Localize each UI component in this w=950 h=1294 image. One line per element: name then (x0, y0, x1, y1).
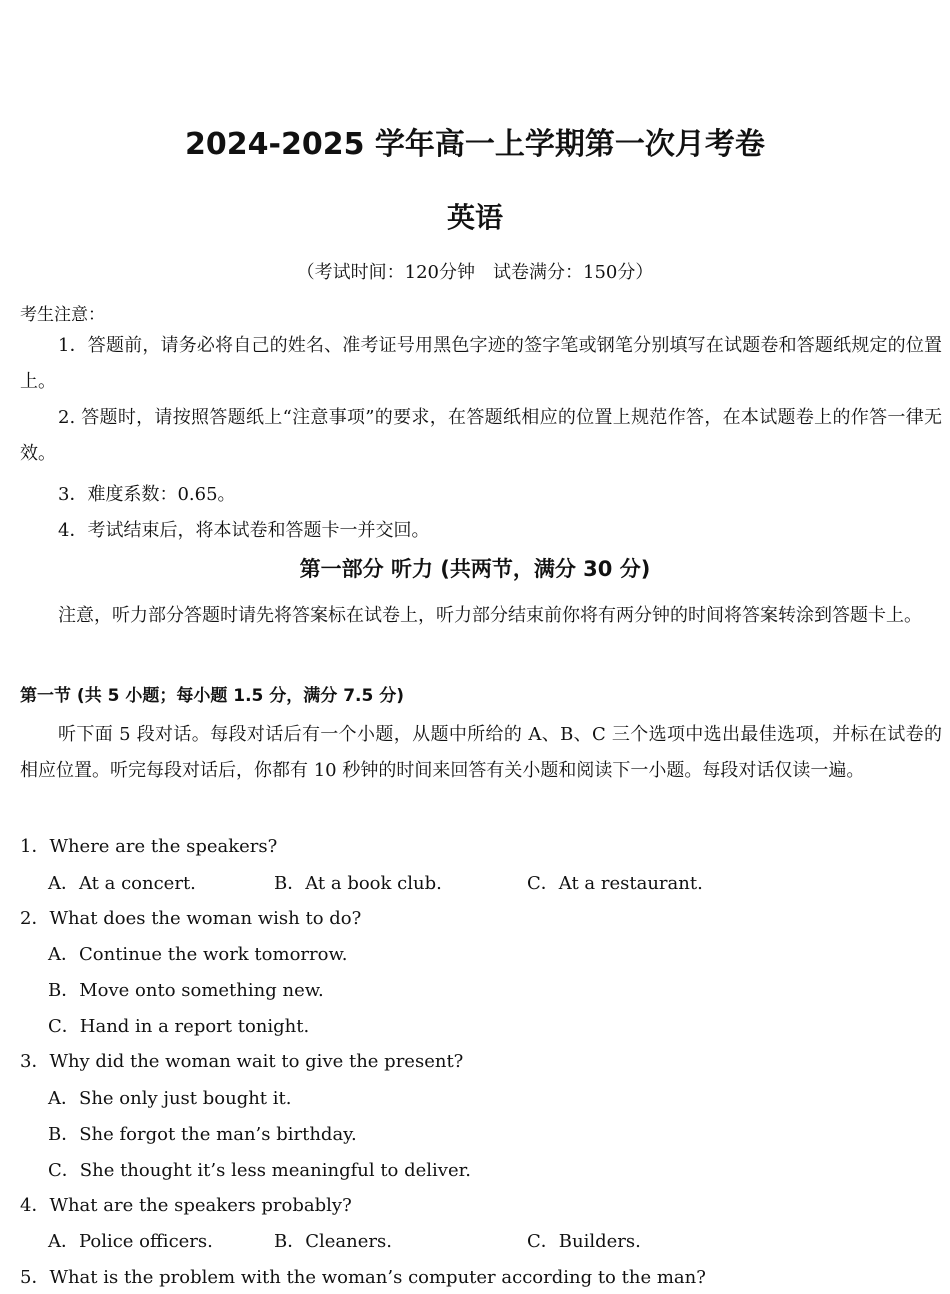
question-3-option-a: A．She only just bought it. (48, 1088, 292, 1109)
question-4-option-a: A．Police officers. (48, 1231, 213, 1252)
part1-note: 注意，听力部分答题时请先将答案标在试卷上，听力部分结束前你将有两分钟的时间将答案转涂到答题卡上。 (58, 605, 922, 626)
question-4-option-c: C．Builders. (527, 1231, 641, 1252)
notice-item-1: 1．答题前，请务必将自己的姓名、准考证号用黑色字迹的签字笔或钢笔分别填写在试题卷和答题纸规定的位置上。 (20, 335, 942, 392)
notice-item-3: 3．难度系数：0.65。 (58, 484, 236, 505)
exam-info: （考试时间：120分钟 试卷满分：150分） (296, 262, 654, 283)
section1-heading: 第一节 (共 5 小题；每小题 1.5 分，满分 7.5 分) (20, 686, 405, 706)
question-1-option-a: A．At a concert. (48, 873, 196, 894)
notice-heading: 考生注意： (20, 305, 105, 325)
question-3-stem: 3．Why did the woman wait to give the present? (20, 1051, 464, 1072)
question-4-stem: 4．What are the speakers probably? (20, 1195, 352, 1216)
section1-instructions: 听下面 5 段对话。每段对话后有一个小题，从题中所给的 A、B、C 三个选项中选出最佳选项，并标在试卷的相应位置。听完每段对话后，你都有 10 秒钟的时间来回答有关小题和阅读下一小题。每段对话仅读一遍。 (20, 724, 942, 781)
question-5-stem: 5．What is the problem with the woman’s computer according to the man? (20, 1267, 706, 1288)
question-2-stem: 2．What does the woman wish to do? (20, 908, 362, 929)
question-2-option-c: C．Hand in a report tonight. (48, 1016, 310, 1037)
question-3-option-b: B．She forgot the man’s birthday. (48, 1124, 357, 1145)
question-1-option-c: C．At a restaurant. (527, 873, 703, 894)
subject-title: 英语 (446, 201, 503, 234)
notice-item-2: 2. 答题时，请按照答题纸上“注意事项”的要求，在答题纸相应的位置上规范作答，在本试题卷上的作答一律无效。 (20, 407, 942, 464)
notice-item-4: 4．考试结束后，将本试卷和答题卡一并交回。 (58, 520, 430, 541)
exam-title: 2024-2025 学年高一上学期第一次月考卷 (185, 127, 765, 162)
question-2-option-a: A．Continue the work tomorrow. (48, 944, 348, 965)
part1-heading: 第一部分 听力 (共两节，满分 30 分) (299, 557, 651, 581)
question-2-option-b: B．Move onto something new. (48, 980, 324, 1001)
question-1-stem: 1．Where are the speakers? (20, 836, 278, 857)
question-1-option-b: B．At a book club. (274, 873, 442, 894)
question-3-option-c: C．She thought it’s less meaningful to deliver. (48, 1160, 471, 1181)
question-4-option-b: B．Cleaners. (274, 1231, 392, 1252)
